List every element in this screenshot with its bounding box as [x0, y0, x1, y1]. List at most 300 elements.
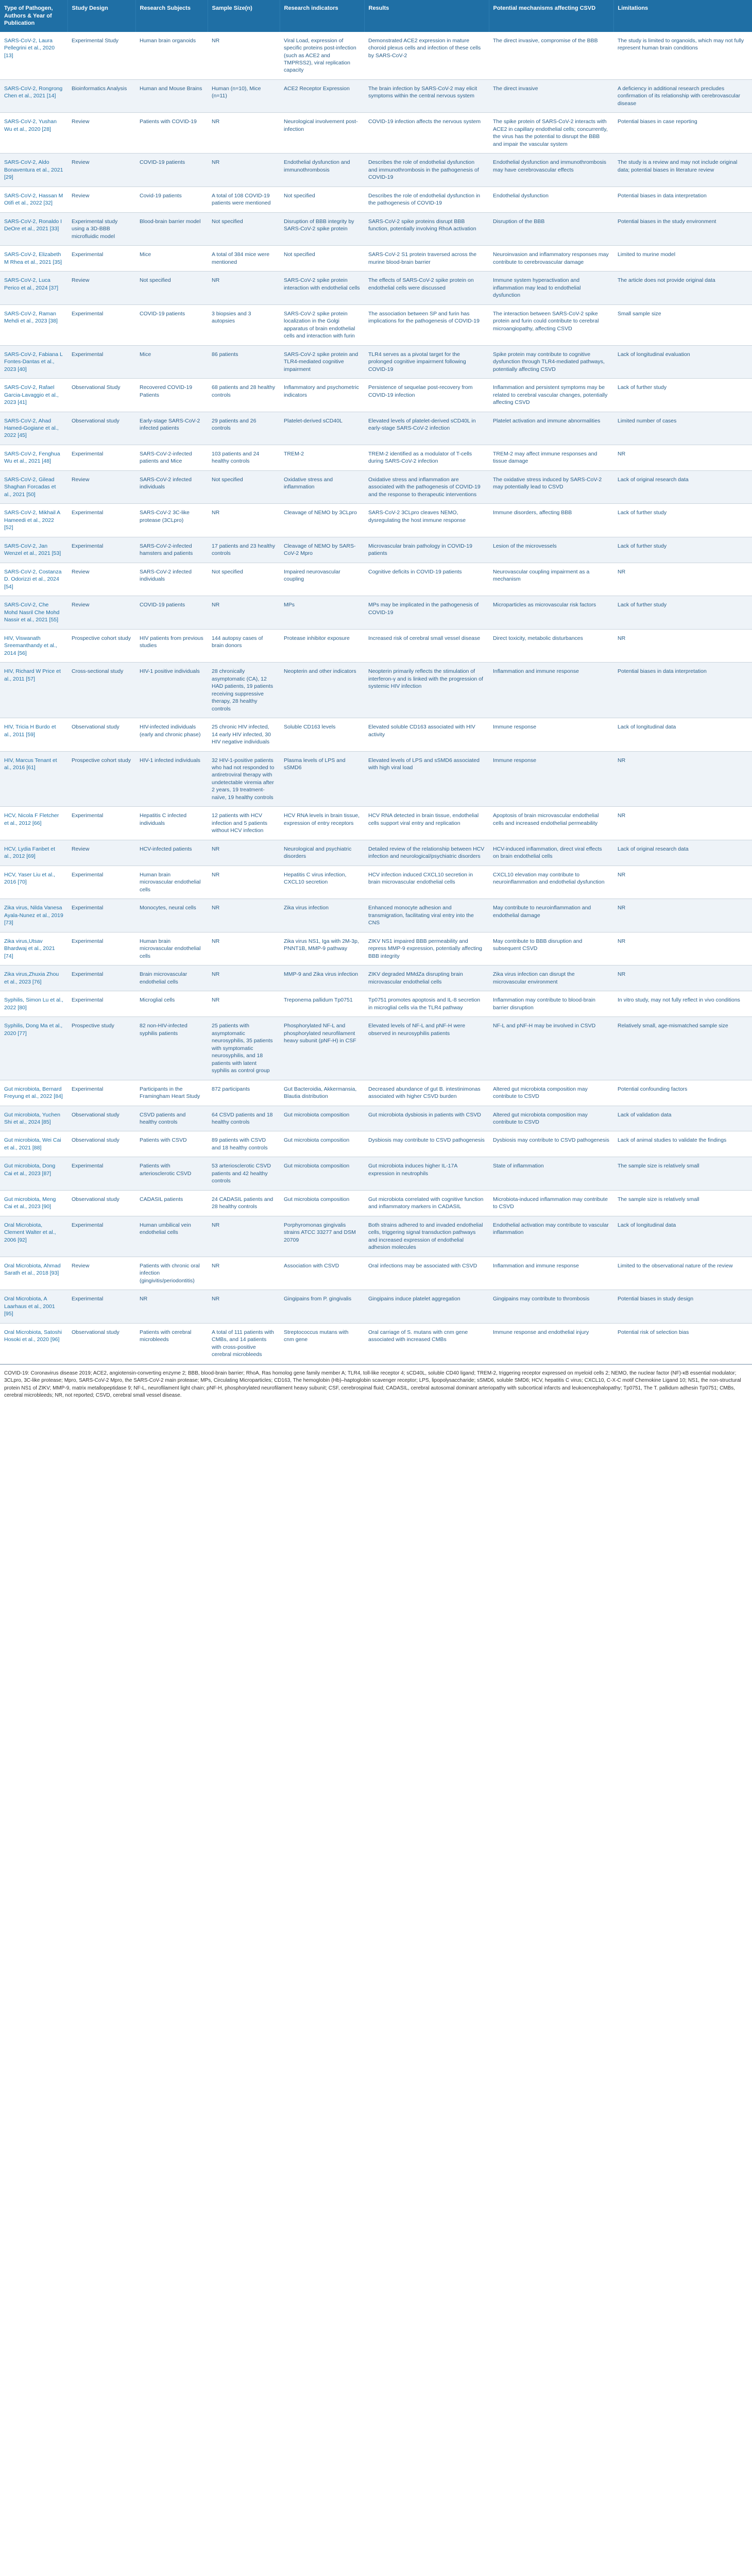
header-potential-mechanisms: Potential mechanisms affecting CSVD — [489, 0, 613, 32]
cell-pathogen-author-year: Syphilis, Simon Lu et al., 2022 [80] — [0, 991, 67, 1017]
cell-pathogen-author-year: HIV, Richard W Price et al., 2011 [57] — [0, 663, 67, 718]
cell-limitations: Lack of further study — [613, 537, 752, 563]
cell-limitations: Relatively small, age-mismatched sample size — [613, 1017, 752, 1080]
cell-sample-size: NR — [208, 840, 280, 866]
cell-research-subjects: Brain microvascular endothelial cells — [135, 965, 208, 991]
cell-research-indicators: Soluble CD163 levels — [280, 718, 364, 751]
cell-research-indicators: Gut microbiota composition — [280, 1157, 364, 1190]
cell-potential-mechanisms: Immune response and endothelial injury — [489, 1323, 613, 1364]
cell-limitations: NR — [613, 932, 752, 965]
cell-pathogen-author-year: SARS-CoV-2, Raman Mehdi et al., 2023 [38] — [0, 304, 67, 345]
cell-sample-size: 53 arteriosclerotic CSVD patients and 42 healthy controls — [208, 1157, 280, 1190]
cell-potential-mechanisms: Inflammation may contribute to blood-brain barrier disruption — [489, 991, 613, 1017]
cell-sample-size: 64 CSVD patients and 18 healthy controls — [208, 1106, 280, 1131]
cell-results: SARS-CoV-2 S1 protein traversed across the murine blood-brain barrier — [364, 246, 489, 272]
cell-sample-size: 12 patients with HCV infection and 5 patients without HCV infection — [208, 807, 280, 840]
cell-potential-mechanisms: Endothelial activation may contribute to vascular inflammation — [489, 1216, 613, 1257]
cell-research-indicators: Disruption of BBB integrity by SARS-CoV-2 spike protein — [280, 212, 364, 245]
table-row — [0, 272, 752, 304]
cell-research-indicators: Gut microbiota composition — [280, 1106, 364, 1131]
table-row — [0, 246, 752, 272]
cell-potential-mechanisms: May contribute to BBB disruption and subsequent CSVD — [489, 932, 613, 965]
table-row — [0, 1080, 752, 1106]
cell-study-design: Observational study — [67, 718, 135, 751]
cell-results: Microvascular brain pathology in COVID-19 patients — [364, 537, 489, 563]
cell-pathogen-author-year: SARS-CoV-2, Che Mohd Nasril Che Mohd Nassir et al., 2021 [55] — [0, 596, 67, 629]
cell-potential-mechanisms: Lesion of the microvessels — [489, 537, 613, 563]
cell-results: The association between SP and furin has implications for the pathogenesis of COVID-19 — [364, 304, 489, 345]
cell-results: TREM-2 identified as a modulator of T-cells during SARS-CoV-2 infection — [364, 445, 489, 470]
cell-study-design: Experimental — [67, 345, 135, 378]
table-row — [0, 965, 752, 991]
cell-limitations: NR — [613, 629, 752, 662]
cell-limitations: NR — [613, 751, 752, 807]
cell-research-subjects: Blood-brain barrier model — [135, 212, 208, 245]
cell-results: SARS-CoV-2 spike proteins disrupt BBB function, potentially involving RhoA activation — [364, 212, 489, 245]
cell-limitations: Lack of further study — [613, 504, 752, 537]
cell-study-design: Experimental — [67, 1080, 135, 1106]
cell-results: Gut microbiota induces higher IL-17A expression in neutrophils — [364, 1157, 489, 1190]
cell-results: Demonstrated ACE2 expression in mature choroid plexus cells and infection of these cells by SARS-CoV-2 — [364, 32, 489, 80]
cell-results: HCV infection induced CXCL10 secretion in brain microvascular endothelial cells — [364, 866, 489, 899]
table-row — [0, 1017, 752, 1080]
cell-research-indicators: Association with CSVD — [280, 1257, 364, 1290]
cell-research-subjects: Microglial cells — [135, 991, 208, 1017]
cell-pathogen-author-year: Syphilis, Dong Ma et al., 2020 [77] — [0, 1017, 67, 1080]
table-row — [0, 1257, 752, 1290]
table-row — [0, 1157, 752, 1190]
table-row — [0, 113, 752, 154]
cell-sample-size: NR — [208, 154, 280, 187]
cell-sample-size: 68 patients and 28 healthy controls — [208, 379, 280, 412]
cell-research-subjects: Mice — [135, 345, 208, 378]
cell-potential-mechanisms: The direct invasive, compromise of the BBB — [489, 32, 613, 80]
cell-results: Cognitive deficits in COVID-19 patients — [364, 563, 489, 596]
cell-research-subjects: COVID-19 patients — [135, 154, 208, 187]
cell-pathogen-author-year: Zika virus,Utsav Bhardwaj et al., 2021 [74] — [0, 932, 67, 965]
cell-limitations: Potential biases in data interpretation — [613, 663, 752, 718]
table-row — [0, 412, 752, 445]
cell-pathogen-author-year: SARS-CoV-2, Ronaldo I DeOre et al., 2021 [33] — [0, 212, 67, 245]
cell-results: Gingipains induce platelet aggregation — [364, 1290, 489, 1323]
cell-limitations: The study is limited to organoids, which may not fully represent human brain conditions — [613, 32, 752, 80]
cell-research-indicators: SARS-CoV-2 spike protein interaction with endothelial cells — [280, 272, 364, 304]
cell-study-design: Experimental — [67, 1290, 135, 1323]
cell-research-subjects: Participants in the Framingham Heart Study — [135, 1080, 208, 1106]
table-row — [0, 563, 752, 596]
cell-results: Oxidative stress and inflammation are associated with the pathogenesis of COVID-19 and the response to therapeutic interventions — [364, 470, 489, 503]
table-row — [0, 470, 752, 503]
cell-sample-size: NR — [208, 1290, 280, 1323]
header-results: Results — [364, 0, 489, 32]
cell-pathogen-author-year: Oral Microbiota, Ahmad Sarath et al., 2018 [93] — [0, 1257, 67, 1290]
cell-study-design: Experimental — [67, 304, 135, 345]
cell-research-indicators: Platelet-derived sCD40L — [280, 412, 364, 445]
cell-research-subjects: SARS-CoV-2 3C-like protease (3CLpro) — [135, 504, 208, 537]
cell-study-design: Review — [67, 470, 135, 503]
cell-limitations: Lack of animal studies to validate the findings — [613, 1131, 752, 1157]
cell-study-design: Observational study — [67, 1323, 135, 1364]
cell-research-subjects: COVID-19 patients — [135, 304, 208, 345]
cell-sample-size: 3 biopsies and 3 autopsies — [208, 304, 280, 345]
cell-sample-size: A total of 108 COVID-19 patients were mentioned — [208, 187, 280, 212]
table-row — [0, 445, 752, 470]
cell-potential-mechanisms: Altered gut microbiota composition may contribute to CSVD — [489, 1106, 613, 1131]
table-row — [0, 379, 752, 412]
cell-limitations: NR — [613, 563, 752, 596]
cell-results: Decreased abundance of gut B. intestinimonas associated with higher CSVD burden — [364, 1080, 489, 1106]
cell-research-indicators: Treponema pallidum Tp0751 — [280, 991, 364, 1017]
cell-limitations: Lack of further study — [613, 596, 752, 629]
cell-limitations: Lack of longitudinal data — [613, 1216, 752, 1257]
cell-research-indicators: Neurological involvement post-infection — [280, 113, 364, 154]
cell-research-subjects: Human brain microvascular endothelial cells — [135, 866, 208, 899]
cell-research-indicators: Hepatitis C virus infection, CXCL10 secretion — [280, 866, 364, 899]
cell-pathogen-author-year: HIV, Tricia H Burdo et al., 2011 [59] — [0, 718, 67, 751]
cell-study-design: Observational study — [67, 412, 135, 445]
cell-potential-mechanisms: Inflammation and immune response — [489, 663, 613, 718]
cell-limitations: The sample size is relatively small — [613, 1157, 752, 1190]
table-row — [0, 345, 752, 378]
table-footnote: COVID-19: Coronavirus disease 2019; ACE2, angiotensin-converting enzyme 2; BBB, blood-brain barrier; RhoA, Ras homolog gene family member A; TLR4, toll-like receptor 4; sCD40L, soluble CD40 ligand; TREM-2, triggering receptor expressed on myeloid cells 2; NEMO, the nuclear factor (NF)-κB essential modulator; 3CLpro, 3C-like protease; Mpro, SARS-CoV-2 Mpro, the SARS-CoV-2 main protease; MPs, Circulating Microparticles; CD163, The hemoglobin (Hb)–haptoglobin scavenger receptor; LPS, lipopolysaccharide; sSMD6, soluble SMD6; HCV, hepatitis C virus; CXCL10, C-X-C motif Chemokine Ligand 10; NS1, the non-structural protein NS1 of ZIKV; MMP-9, matrix metallopeptidase 9; NF-L, neurofilament light chain; pNF-H, phosphorylated neurofilament heavy subunit; CSF, cerebrospinal fluid; CADASIL, cerebral autosomal dominant arteriopathy with subcortical infarcts and leukoencephalopathy; Tp0751, The T. pallidum adhesin Tp0751; CMBs, cerebral microbleeds; NR, not reported; CSVD, cerebral small vessel disease. — [0, 1364, 752, 1407]
cell-research-subjects: COVID-19 patients — [135, 596, 208, 629]
cell-potential-mechanisms: Inflammation and immune response — [489, 1257, 613, 1290]
cell-research-indicators: SARS-CoV-2 spike protein localization in the Golgi apparatus of brain endothelial cells and interaction with furin — [280, 304, 364, 345]
cell-pathogen-author-year: SARS-CoV-2, Elizabeth M Rhea et al., 2021 [35] — [0, 246, 67, 272]
cell-research-indicators: Phosphorylated NF-L and phosphorylated neurofilament heavy subunit (pNF-H) in CSF — [280, 1017, 364, 1080]
cell-sample-size: 86 patients — [208, 345, 280, 378]
cell-limitations: A deficiency in additional research precludes confirmation of its relationship with cerebrovascular disease — [613, 79, 752, 112]
header-pathogen-author-year: Type of Pathogen, Authors & Year of Publication — [0, 0, 67, 32]
cell-results: Persistence of sequelae post-recovery from COVID-19 infection — [364, 379, 489, 412]
cell-research-indicators: Porphyromonas gingivalis strains ATCC 33277 and DSM 20709 — [280, 1216, 364, 1257]
cell-study-design: Review — [67, 187, 135, 212]
table-row — [0, 718, 752, 751]
table-header — [0, 0, 752, 32]
cell-potential-mechanisms: Neurovascular coupling impairment as a mechanism — [489, 563, 613, 596]
cell-pathogen-author-year: Oral Microbiota, Clement Walter et al., 2006 [92] — [0, 1216, 67, 1257]
cell-research-subjects: 82 non-HIV-infected syphilis patients — [135, 1017, 208, 1080]
cell-study-design: Experimental — [67, 246, 135, 272]
cell-results: Gut microbiota dysbiosis in patients with CSVD — [364, 1106, 489, 1131]
cell-research-subjects: Covid-19 patients — [135, 187, 208, 212]
cell-potential-mechanisms: Disruption of the BBB — [489, 212, 613, 245]
cell-results: Describes the role of endothelial dysfunction and immunothrombosis in the pathogenesis of COVID-19 — [364, 154, 489, 187]
cell-pathogen-author-year: Zika virus,Zhuxia Zhou et al., 2023 [76] — [0, 965, 67, 991]
cell-results: HCV RNA detected in brain tissue, endothelial cells support viral entry and replication — [364, 807, 489, 840]
cell-sample-size: NR — [208, 991, 280, 1017]
cell-pathogen-author-year: Oral Microbiota, A Laarhaus et al., 2001 [95] — [0, 1290, 67, 1323]
cell-research-indicators: SARS-CoV-2 spike protein and TLR4-mediated cognitive impairment — [280, 345, 364, 378]
table-row — [0, 629, 752, 662]
table-row — [0, 840, 752, 866]
cell-study-design: Observational Study — [67, 379, 135, 412]
cell-results: ZIKV NS1 impaired BBB permeability and repress MMP-9 expression, potentially affecting BBB integrity — [364, 932, 489, 965]
cell-sample-size: NR — [208, 965, 280, 991]
cell-potential-mechanisms: The direct invasive — [489, 79, 613, 112]
cell-research-indicators: Gut Bacteroidia, Akkermansia, Blautia distribution — [280, 1080, 364, 1106]
cell-sample-size: 17 patients and 23 healthy controls — [208, 537, 280, 563]
cell-pathogen-author-year: Gut microbiota, Yuchen Shi et al., 2024 [85] — [0, 1106, 67, 1131]
cell-potential-mechanisms: Inflammation and persistent symptoms may be related to cerebral vascular changes, potentially affecting CSVD — [489, 379, 613, 412]
cell-results: COVID-19 infection affects the nervous system — [364, 113, 489, 154]
cell-sample-size: Not specified — [208, 470, 280, 503]
cell-potential-mechanisms: State of inflammation — [489, 1157, 613, 1190]
cell-results: Elevated soluble CD163 associated with HIV activity — [364, 718, 489, 751]
cell-limitations: The sample size is relatively small — [613, 1190, 752, 1216]
cell-results: Detailed review of the relationship between HCV infection and neurological/psychiatric disorders — [364, 840, 489, 866]
cell-research-subjects: SARS-CoV-2 infected individuals — [135, 470, 208, 503]
cell-research-indicators: Zika virus infection — [280, 899, 364, 932]
cell-research-indicators: Cleavage of NEMO by SARS-CoV-2 Mpro — [280, 537, 364, 563]
cell-pathogen-author-year: SARS-CoV-2, Jan Wenzel et al., 2021 [53] — [0, 537, 67, 563]
cell-limitations: Potential biases in data interpretation — [613, 187, 752, 212]
cell-results: Dysbiosis may contribute to CSVD pathogenesis — [364, 1131, 489, 1157]
cell-potential-mechanisms: CXCL10 elevation may contribute to neuroinflammation and endothelial dysfunction — [489, 866, 613, 899]
cell-results: Increased risk of cerebral small vessel disease — [364, 629, 489, 662]
cell-pathogen-author-year: Oral Microbiota, Satoshi Hosoki et al., 2020 [96] — [0, 1323, 67, 1364]
cell-results: Elevated levels of NF-L and pNF-H were observed in neurosyphilis patients — [364, 1017, 489, 1080]
cell-pathogen-author-year: SARS-CoV-2, Fenghua Wu et al., 2021 [48] — [0, 445, 67, 470]
cell-results: Oral infections may be associated with CSVD — [364, 1257, 489, 1290]
cell-pathogen-author-year: SARS-CoV-2, Laura Pellegrini et al., 2020 [13] — [0, 32, 67, 80]
cell-study-design: Cross-sectional study — [67, 663, 135, 718]
cell-results: SARS-CoV-2 3CLpro cleaves NEMO, dysregulating the host immune response — [364, 504, 489, 537]
cell-research-subjects: SARS-CoV-2 infected individuals — [135, 563, 208, 596]
cell-potential-mechanisms: Immune system hyperactivation and inflammation may lead to endothelial dysfunction — [489, 272, 613, 304]
table-row — [0, 154, 752, 187]
cell-pathogen-author-year: SARS-CoV-2, Hassan M Otifi et al., 2022 [32] — [0, 187, 67, 212]
cell-potential-mechanisms: Direct toxicity, metabolic disturbances — [489, 629, 613, 662]
cell-potential-mechanisms: Immune disorders, affecting BBB — [489, 504, 613, 537]
cell-sample-size: NR — [208, 932, 280, 965]
cell-potential-mechanisms: Microbiota-induced inflammation may contribute to CSVD — [489, 1190, 613, 1216]
cell-research-subjects: CADASIL patients — [135, 1190, 208, 1216]
cell-research-subjects: HIV-1 infected individuals — [135, 751, 208, 807]
cell-study-design: Experimental — [67, 1157, 135, 1190]
cell-research-indicators: Plasma levels of LPS and sSMD6 — [280, 751, 364, 807]
cell-study-design: Observational study — [67, 1106, 135, 1131]
cell-limitations: Small sample size — [613, 304, 752, 345]
cell-potential-mechanisms: HCV-induced inflammation, direct viral effects on brain endothelial cells — [489, 840, 613, 866]
cell-study-design: Observational study — [67, 1190, 135, 1216]
cell-study-design: Experimental Study — [67, 32, 135, 80]
cell-limitations: The article does not provide original data — [613, 272, 752, 304]
cell-research-subjects: Patients with CSVD — [135, 1131, 208, 1157]
cell-pathogen-author-year: SARS-CoV-2, Gilead Shaghan Forcadas et al., 2021 [50] — [0, 470, 67, 503]
cell-results: Elevated levels of LPS and sSMD6 associated with high viral load — [364, 751, 489, 807]
cell-pathogen-author-year: SARS-CoV-2, Mikhail A Hameedi et al., 2022 [52] — [0, 504, 67, 537]
cell-potential-mechanisms: Apoptosis of brain microvascular endothelial cells and increased endothelial permeability — [489, 807, 613, 840]
cell-research-indicators: Not specified — [280, 246, 364, 272]
cell-research-subjects: Human brain organoids — [135, 32, 208, 80]
cell-research-indicators: Gut microbiota composition — [280, 1131, 364, 1157]
cell-research-indicators: Not specified — [280, 187, 364, 212]
cell-research-indicators: Gut microbiota composition — [280, 1190, 364, 1216]
cell-research-subjects: Monocytes, neural cells — [135, 899, 208, 932]
cell-limitations: Potential biases in study design — [613, 1290, 752, 1323]
table-row — [0, 932, 752, 965]
cell-limitations: Limited number of cases — [613, 412, 752, 445]
cell-research-indicators: MPs — [280, 596, 364, 629]
cell-research-subjects: SARS-CoV-2-infected patients and Mice — [135, 445, 208, 470]
header-research-subjects: Research Subjects — [135, 0, 208, 32]
cell-results: TLR4 serves as a pivotal target for the prolonged cognitive impairment following COVID-19 — [364, 345, 489, 378]
table-row — [0, 79, 752, 112]
table-row — [0, 304, 752, 345]
table-row — [0, 866, 752, 899]
cell-pathogen-author-year: HCV, Lydia Fanbet et al., 2012 [69] — [0, 840, 67, 866]
cell-potential-mechanisms: The oxidative stress induced by SARS-CoV-2 may potentially lead to CSVD — [489, 470, 613, 503]
cell-research-indicators: Impaired neurovascular coupling — [280, 563, 364, 596]
cell-potential-mechanisms: Zika virus infection can disrupt the microvascular environment — [489, 965, 613, 991]
cell-potential-mechanisms: Spike protein may contribute to cognitive dysfunction through TLR4-mediated pathways, potentially affecting CSVD — [489, 345, 613, 378]
cell-limitations: Limited to the observational nature of the review — [613, 1257, 752, 1290]
table-row — [0, 504, 752, 537]
cell-limitations: NR — [613, 899, 752, 932]
cell-pathogen-author-year: Gut microbiota, Meng Cai et al., 2023 [90] — [0, 1190, 67, 1216]
cell-sample-size: 144 autopsy cases of brain donors — [208, 629, 280, 662]
cell-sample-size: NR — [208, 504, 280, 537]
cell-pathogen-author-year: SARS-CoV-2, Costanza D. Odorizzi et al., 2024 [54] — [0, 563, 67, 596]
cell-study-design: Experimental — [67, 932, 135, 965]
cell-results: Gut microbiota correlated with cognitive function and inflammatory markers in CADASIL — [364, 1190, 489, 1216]
cell-research-indicators: Streptococcus mutans with cnm gene — [280, 1323, 364, 1364]
cell-study-design: Review — [67, 1257, 135, 1290]
cell-limitations: Lack of further study — [613, 379, 752, 412]
cell-sample-size: Human (n=10), Mice (n=11) — [208, 79, 280, 112]
cell-pathogen-author-year: Gut microbiota, Wei Cai et al., 2021 [88] — [0, 1131, 67, 1157]
cell-pathogen-author-year: SARS-CoV-2, Ahad Hamed-Gogiane et al., 2022 [45] — [0, 412, 67, 445]
table-row — [0, 596, 752, 629]
cell-study-design: Experimental — [67, 965, 135, 991]
header-research-indicators: Research indicators — [280, 0, 364, 32]
cell-results: The brain infection by SARS-CoV-2 may elicit symptoms within the central nervous system — [364, 79, 489, 112]
cell-study-design: Review — [67, 840, 135, 866]
table-row — [0, 1131, 752, 1157]
cell-research-indicators: ACE2 Receptor Expression — [280, 79, 364, 112]
cell-research-indicators: Protease inhibitor exposure — [280, 629, 364, 662]
cell-research-indicators: Neopterin and other indicators — [280, 663, 364, 718]
cell-research-subjects: NR — [135, 1290, 208, 1323]
cell-research-subjects: Patients with arteriosclerotic CSVD — [135, 1157, 208, 1190]
cell-research-subjects: Patients with cerebral microbleeds — [135, 1323, 208, 1364]
cell-sample-size: 24 CADASIL patients and 28 healthy controls — [208, 1190, 280, 1216]
cell-research-subjects: Hepatitis C infected individuals — [135, 807, 208, 840]
cell-potential-mechanisms: Microparticles as microvascular risk factors — [489, 596, 613, 629]
cell-study-design: Prospective cohort study — [67, 751, 135, 807]
cell-limitations: Potential confounding factors — [613, 1080, 752, 1106]
cell-pathogen-author-year: SARS-CoV-2, Rongrong Chen et al., 2021 [14] — [0, 79, 67, 112]
cell-study-design: Experimental — [67, 445, 135, 470]
cell-research-subjects: HIV-infected individuals (early and chronic phase) — [135, 718, 208, 751]
cell-potential-mechanisms: The spike protein of SARS-CoV-2 interacts with ACE2 in capillary endothelial cells; concurrently, the virus has the potential to disrupt the BBB and impair the vascular system — [489, 113, 613, 154]
table-row — [0, 212, 752, 245]
cell-pathogen-author-year: SARS-CoV-2, Luca Perico et al., 2024 [37] — [0, 272, 67, 304]
header-sample-size: Sample Size(n) — [208, 0, 280, 32]
table-row — [0, 537, 752, 563]
cell-research-indicators: Viral Load, expression of specific proteins post-infection (such as ACE2 and TMPRSS2), viral replication capacity — [280, 32, 364, 80]
cell-research-indicators: Neurological and psychiatric disorders — [280, 840, 364, 866]
cell-sample-size: NR — [208, 1216, 280, 1257]
cell-research-subjects: SARS-CoV-2-infected hamsters and patients — [135, 537, 208, 563]
cell-potential-mechanisms: NF-L and pNF-H may be involved in CSVD — [489, 1017, 613, 1080]
cell-study-design: Experimental — [67, 807, 135, 840]
cell-potential-mechanisms: Platelet activation and immune abnormalities — [489, 412, 613, 445]
cell-sample-size: NR — [208, 866, 280, 899]
cell-study-design: Experimental — [67, 866, 135, 899]
cell-study-design: Experimental — [67, 1216, 135, 1257]
cell-research-indicators: TREM-2 — [280, 445, 364, 470]
table-row — [0, 1106, 752, 1131]
cell-study-design: Experimental — [67, 504, 135, 537]
table-row — [0, 991, 752, 1017]
cell-results: Elevated levels of platelet-derived sCD40L in early-stage SARS-CoV-2 infection — [364, 412, 489, 445]
cell-limitations: Lack of longitudinal evaluation — [613, 345, 752, 378]
cell-limitations: NR — [613, 807, 752, 840]
cell-potential-mechanisms: Altered gut microbiota composition may contribute to CSVD — [489, 1080, 613, 1106]
cell-sample-size: NR — [208, 899, 280, 932]
cell-sample-size: NR — [208, 1257, 280, 1290]
cell-limitations: Lack of original research data — [613, 470, 752, 503]
cell-sample-size: Not specified — [208, 563, 280, 596]
cell-limitations: Limited to murine model — [613, 246, 752, 272]
cell-sample-size: NR — [208, 272, 280, 304]
cell-sample-size: 28 chronically asymptomatic (CA), 12 HAD patients, 19 patients receiving suppressive therapy, 28 healthy controls — [208, 663, 280, 718]
cell-study-design: Review — [67, 563, 135, 596]
cell-research-subjects: Human brain microvascular endothelial cells — [135, 932, 208, 965]
cell-limitations: Potential risk of selection bias — [613, 1323, 752, 1364]
cell-sample-size: Not specified — [208, 212, 280, 245]
cell-sample-size: NR — [208, 32, 280, 80]
cell-research-subjects: HIV-1 positive individuals — [135, 663, 208, 718]
cell-sample-size: 25 patients with asymptomatic neurosyphilis, 35 patients with symptomatic neurosyphilis, and 18 patients with latent syphilis as control group — [208, 1017, 280, 1080]
table-row — [0, 1290, 752, 1323]
cell-study-design: Review — [67, 596, 135, 629]
cell-pathogen-author-year: HIV, Marcus Tenant et al., 2016 [61] — [0, 751, 67, 807]
cell-research-subjects: Early-stage SARS-CoV-2 infected patients — [135, 412, 208, 445]
cell-research-indicators: HCV RNA levels in brain tissue, expression of entry receptors — [280, 807, 364, 840]
cell-results: Neopterin primarily reflects the stimulation of interferon-γ and is linked with the progression of systemic HIV infection — [364, 663, 489, 718]
cell-sample-size: NR — [208, 113, 280, 154]
cell-potential-mechanisms: TREM-2 may affect immune responses and tissue damage — [489, 445, 613, 470]
cell-research-indicators: Gingipains from P. gingivalis — [280, 1290, 364, 1323]
cell-study-design: Experimental study using a 3D-BBB microfluidic model — [67, 212, 135, 245]
cell-sample-size: NR — [208, 596, 280, 629]
cell-research-subjects: HIV patients from previous studies — [135, 629, 208, 662]
cell-limitations: Potential biases in the study environment — [613, 212, 752, 245]
cell-study-design: Review — [67, 272, 135, 304]
cell-pathogen-author-year: Zika virus, Nilda Vanesa Ayala-Nunez et al., 2019 [73] — [0, 899, 67, 932]
cell-study-design: Review — [67, 113, 135, 154]
cell-research-subjects: HCV-infected patients — [135, 840, 208, 866]
cell-research-indicators: MMP-9 and Zika virus infection — [280, 965, 364, 991]
cell-potential-mechanisms: May contribute to neuroinflammation and endothelial damage — [489, 899, 613, 932]
cell-results: The effects of SARS-CoV-2 spike protein on endothelial cells were discussed — [364, 272, 489, 304]
table-row — [0, 1323, 752, 1364]
cell-limitations: The study is a review and may not include original data; potential biases in literature review — [613, 154, 752, 187]
cell-limitations: Lack of longitudinal data — [613, 718, 752, 751]
cell-pathogen-author-year: SARS-CoV-2, Rafael Garcia-Lavaggio et al., 2023 [41] — [0, 379, 67, 412]
cell-pathogen-author-year: Gut microbiota, Bernard Freyung et al., 2022 [84] — [0, 1080, 67, 1106]
cell-results: Oral carriage of S. mutans with cnm gene associated with increased CMBs — [364, 1323, 489, 1364]
cell-study-design: Experimental — [67, 991, 135, 1017]
table-row — [0, 1190, 752, 1216]
cell-results: Describes the role of endothelial dysfunction in the pathogenesis of COVID-19 — [364, 187, 489, 212]
cell-study-design: Bioinformatics Analysis — [67, 79, 135, 112]
cell-research-subjects: Mice — [135, 246, 208, 272]
cell-pathogen-author-year: HIV, Viswanath Sreemanthandy et al., 2014 [56] — [0, 629, 67, 662]
